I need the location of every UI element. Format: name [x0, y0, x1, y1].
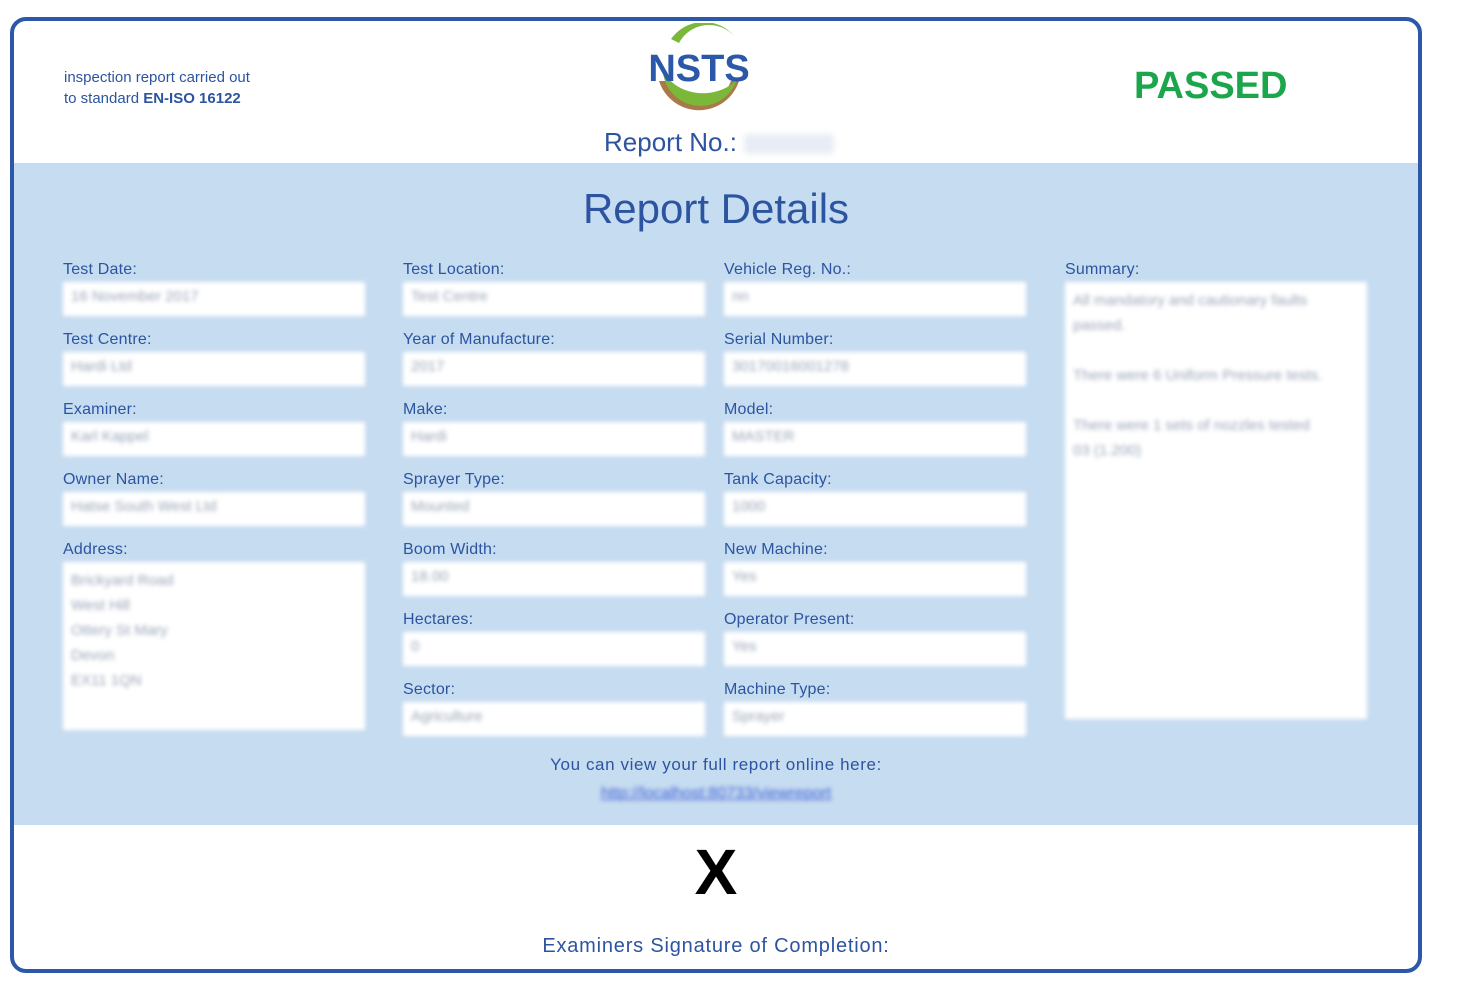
field-label: Sector: — [403, 681, 456, 698]
field-test-centre — [63, 330, 365, 386]
logo-text: NSTS — [648, 48, 750, 90]
field-label: Sprayer Type: — [403, 471, 505, 488]
signature-mark: X — [694, 836, 738, 908]
field-model — [724, 400, 1026, 456]
standard-prefix: to standard — [64, 90, 144, 107]
field-label: Make: — [403, 401, 448, 418]
report-no-value — [744, 134, 834, 154]
field-value: 16 November 2017 — [63, 282, 365, 316]
field-hectares — [403, 610, 705, 666]
nsts-logo-icon — [639, 23, 759, 133]
field-boom-width — [403, 540, 705, 596]
field-value: All mandatory and cautionary faults passed. There were 6 Uniform Pressure tests. There were 1 sets of nozzles tested 03 (1.200) — [1065, 282, 1367, 719]
nsts-logo — [639, 23, 759, 133]
field-label: Examiner: — [63, 401, 137, 418]
field-address — [63, 540, 365, 730]
field-year-of-manufacture — [403, 330, 705, 386]
field-value: 0 — [403, 632, 705, 666]
field-summary — [1065, 260, 1367, 719]
field-label: Vehicle Reg. No.: — [724, 261, 852, 278]
online-report-link[interactable]: http://localhost:80733/viewreport — [600, 785, 832, 802]
field-label: Hectares: — [403, 611, 474, 628]
field-vehicle-reg — [724, 260, 1026, 316]
field-label: Model: — [724, 401, 774, 418]
standard-code: EN-ISO 16122 — [143, 90, 241, 107]
field-examiner — [63, 400, 365, 456]
field-value: 2017 — [403, 352, 705, 386]
field-owner-name — [63, 470, 365, 526]
field-test-date — [63, 260, 365, 316]
field-label: Operator Present: — [724, 611, 855, 628]
section-title: Report Details — [582, 185, 850, 232]
field-test-location — [403, 260, 705, 316]
field-value: Hardi — [403, 422, 705, 456]
field-label: Owner Name: — [63, 471, 164, 488]
field-label: Boom Width: — [403, 541, 497, 558]
field-value: Yes — [724, 632, 1026, 666]
field-label: Test Location: — [403, 261, 505, 278]
field-value: 30170016001278 — [724, 352, 1026, 386]
field-label: Test Date: — [63, 261, 138, 278]
report-number — [604, 127, 834, 158]
field-value: Hardi Ltd — [63, 352, 365, 386]
report-frame — [10, 17, 1422, 973]
field-label: New Machine: — [724, 541, 828, 558]
online-report-text: You can view your full report online here: — [550, 755, 882, 774]
field-value: nn — [724, 282, 1026, 316]
standard-note — [64, 67, 250, 109]
field-operator-present — [724, 610, 1026, 666]
report-details-section — [14, 163, 1418, 825]
signature-label: Examiners Signature of Completion: — [542, 935, 890, 957]
field-label: Test Centre: — [63, 331, 152, 348]
field-new-machine — [724, 540, 1026, 596]
field-label: Address: — [63, 541, 128, 558]
field-value: 18.00 — [403, 562, 705, 596]
field-value: 1000 — [724, 492, 1026, 526]
standard-line-1: inspection report carried out — [64, 69, 250, 86]
field-label: Serial Number: — [724, 331, 834, 348]
field-label: Tank Capacity: — [724, 471, 832, 488]
field-value: Hatse South West Ltd — [63, 492, 365, 526]
field-value: MASTER — [724, 422, 1026, 456]
field-label: Year of Manufacture: — [403, 331, 555, 348]
field-value: Mounted — [403, 492, 705, 526]
status-badge: PASSED — [1134, 65, 1288, 107]
field-sprayer-type — [403, 470, 705, 526]
field-value: Sprayer — [724, 702, 1026, 736]
standard-line-2 — [64, 88, 250, 109]
report-no-label: Report No.: — [604, 127, 737, 157]
field-machine-type — [724, 680, 1026, 736]
field-value: Karl Kappel — [63, 422, 365, 456]
field-tank-capacity — [724, 470, 1026, 526]
field-label: Machine Type: — [724, 681, 831, 698]
field-value: Test Centre — [403, 282, 705, 316]
field-make — [403, 400, 705, 456]
field-label: Summary: — [1065, 261, 1140, 278]
field-value: Brickyard Road West Hill Ottery St Mary Devon EX11 1QN — [63, 562, 365, 730]
field-serial-number — [724, 330, 1026, 386]
field-sector — [403, 680, 705, 736]
field-value: Agriculture — [403, 702, 705, 736]
field-value: Yes — [724, 562, 1026, 596]
